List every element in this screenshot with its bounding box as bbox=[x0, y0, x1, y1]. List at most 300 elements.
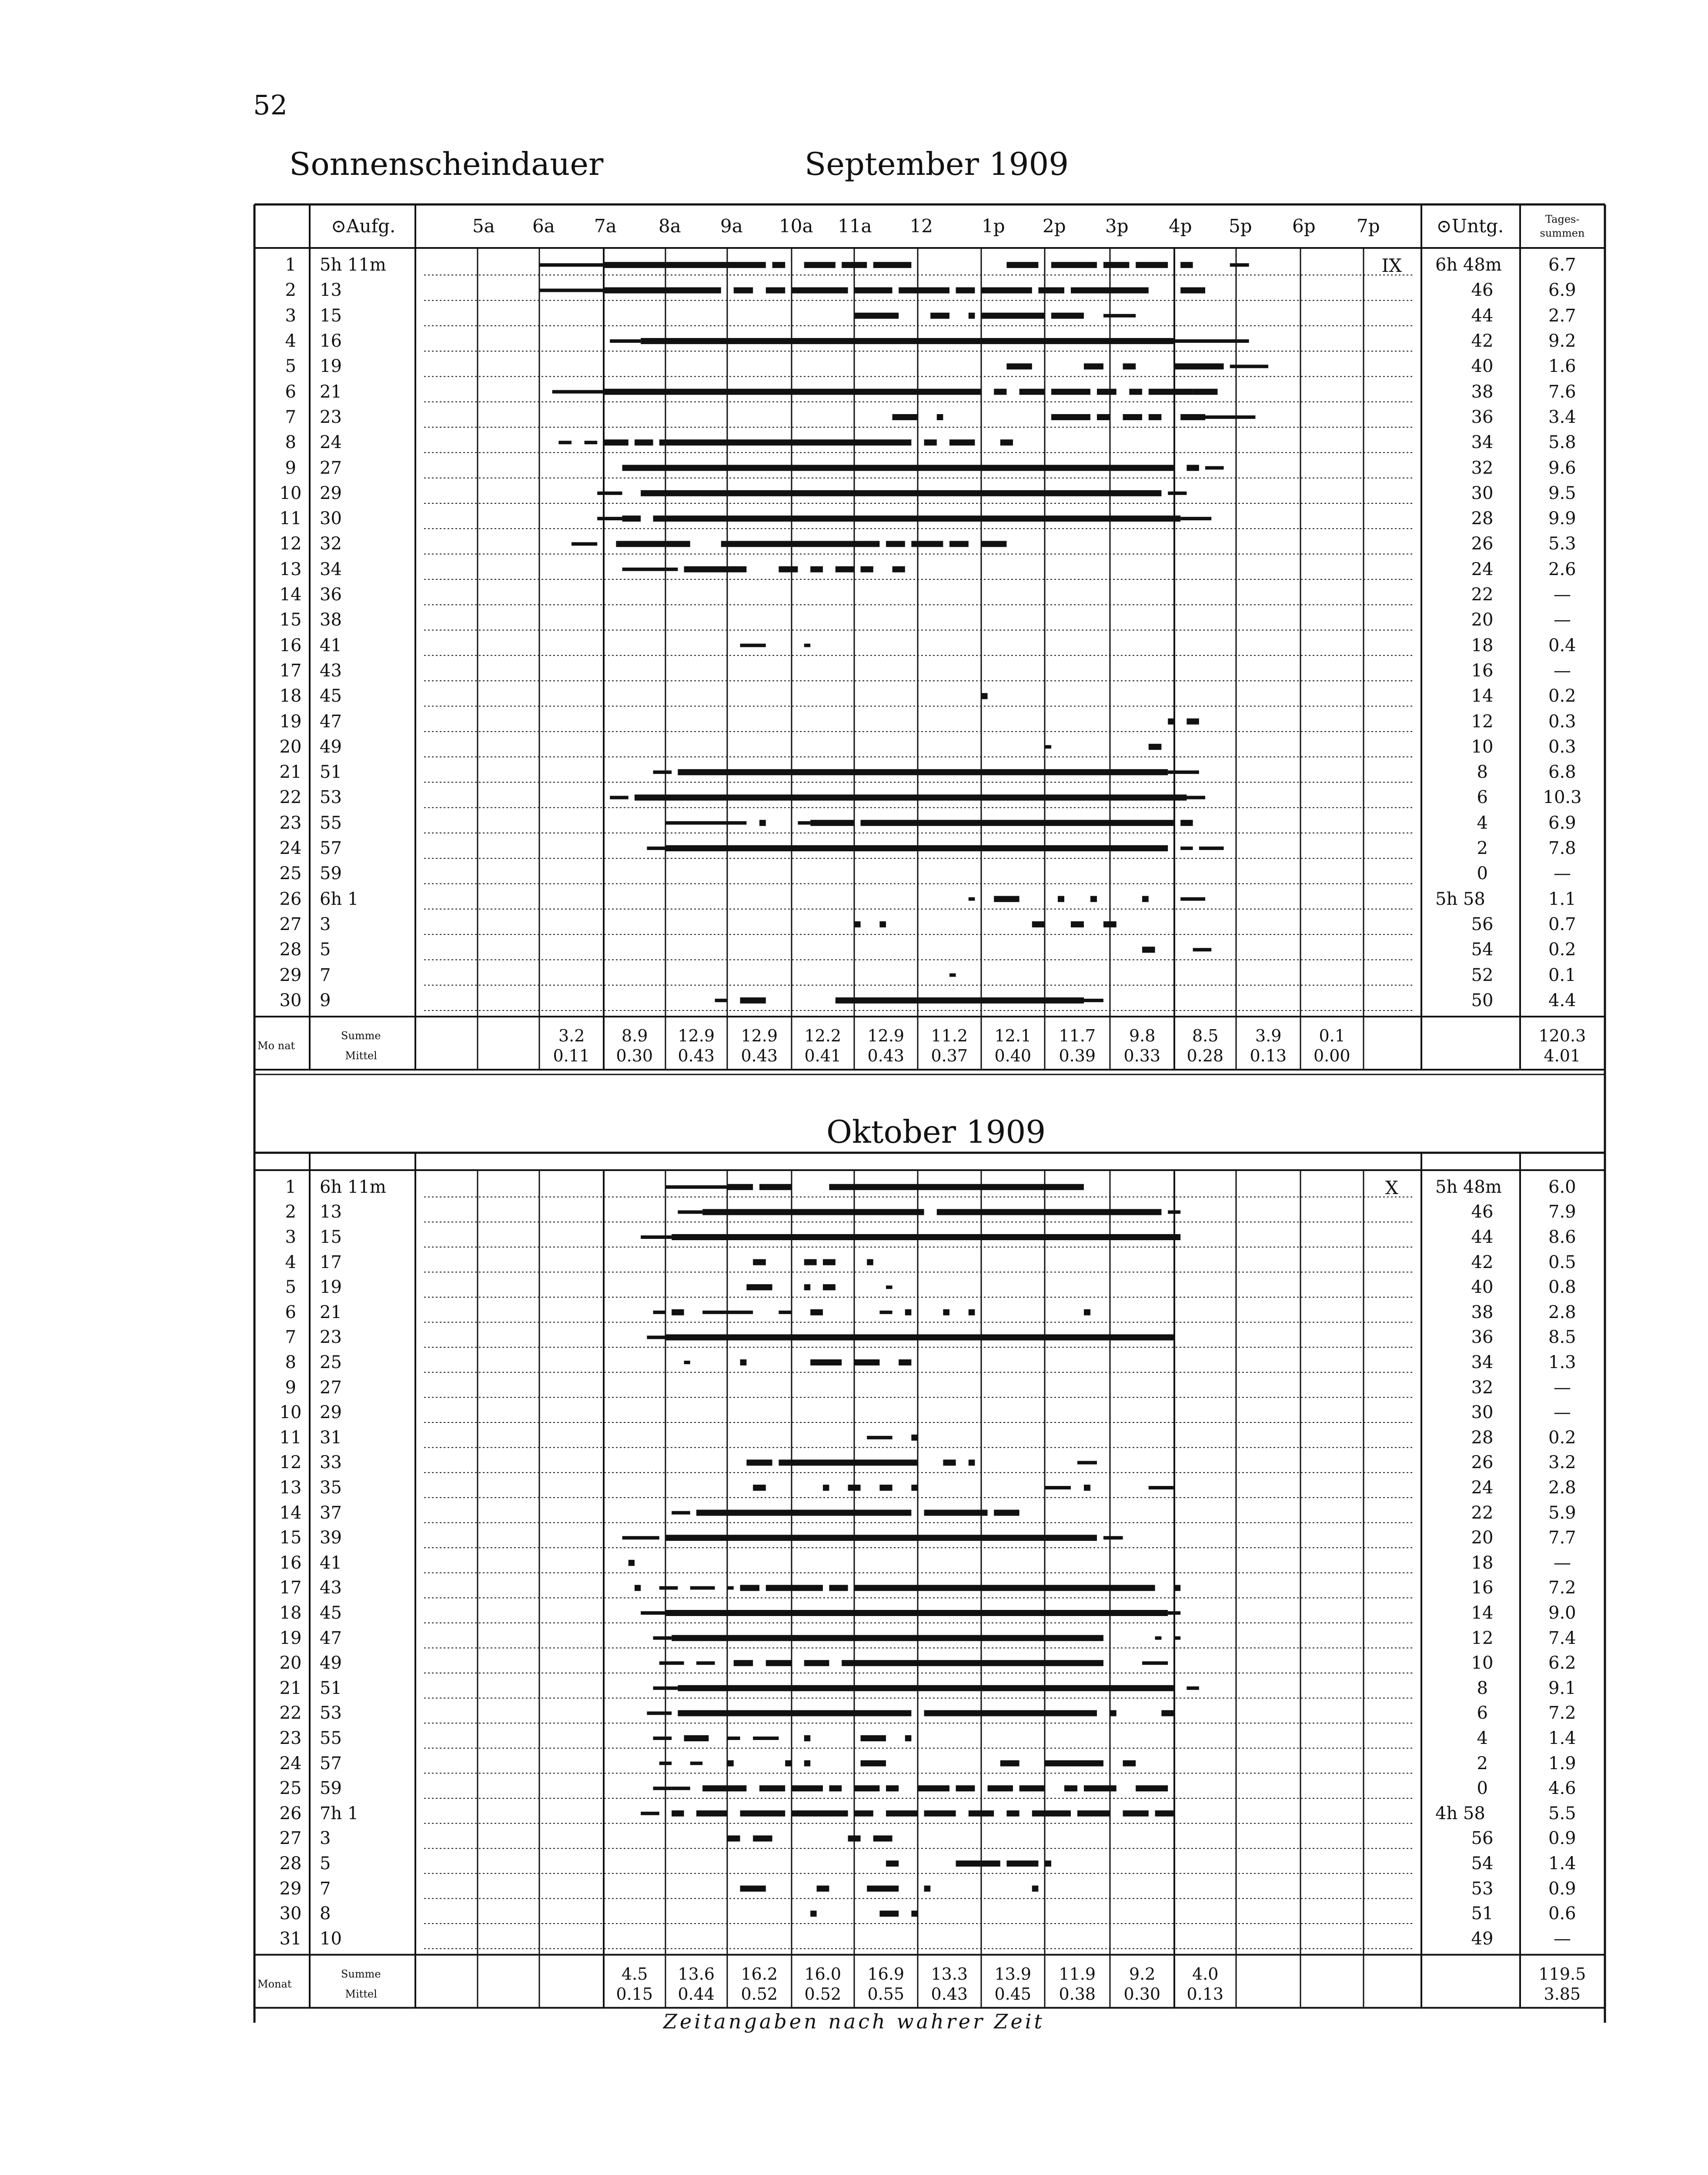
oktober-sunshine-trace bbox=[665, 1334, 1174, 1340]
oktober-sunset: 0 bbox=[1477, 1778, 1488, 1799]
september-sunrise: 7 bbox=[320, 965, 331, 985]
oktober-sunset: 2 bbox=[1477, 1753, 1488, 1773]
oktober-sunshine-trace bbox=[1174, 1585, 1180, 1591]
september-sunset: 42 bbox=[1471, 331, 1494, 351]
oktober-sunshine-trace bbox=[937, 1209, 1162, 1215]
september-daily-sum: 2.7 bbox=[1548, 305, 1576, 326]
september-sunset: 22 bbox=[1471, 585, 1494, 605]
oktober-sunshine-trace bbox=[924, 1710, 1097, 1716]
september-sunshine-trace bbox=[1084, 999, 1103, 1002]
september-sunshine-trace bbox=[1071, 287, 1149, 293]
oktober-day-number: 15 bbox=[279, 1528, 302, 1548]
oktober-day-number: 22 bbox=[279, 1703, 302, 1723]
september-sunshine-trace bbox=[1051, 414, 1090, 420]
september-sunshine-trace bbox=[1149, 744, 1162, 750]
oktober-sunshine-trace bbox=[854, 1359, 879, 1365]
september-sunrise: 51 bbox=[320, 762, 342, 783]
september-day-number: 17 bbox=[279, 660, 302, 681]
hour-header: 12 bbox=[909, 215, 933, 237]
oktober-sunshine-trace bbox=[792, 1785, 823, 1791]
september-sunshine-trace bbox=[1174, 363, 1224, 369]
oktober-sunshine-trace bbox=[829, 1184, 918, 1190]
oktober-sunshine-trace bbox=[1136, 1785, 1168, 1791]
september-hourly-mean: 0.11 bbox=[553, 1046, 590, 1065]
september-sunshine-trace bbox=[597, 517, 622, 520]
oktober-daily-sum: 0.5 bbox=[1548, 1252, 1576, 1272]
oktober-sunshine-trace bbox=[665, 1610, 1168, 1616]
oktober-sunset: 8 bbox=[1477, 1678, 1488, 1698]
oktober-sunshine-trace bbox=[647, 1711, 672, 1715]
hour-header: 5p bbox=[1229, 215, 1252, 237]
september-daily-sum: 6.9 bbox=[1548, 813, 1576, 833]
oktober-hourly-sum: 11.9 bbox=[1059, 1964, 1096, 1984]
oktober-sunset: 16 bbox=[1471, 1578, 1494, 1598]
oktober-sunshine-trace bbox=[628, 1560, 635, 1566]
september-mittel-label: Mittel bbox=[345, 1050, 377, 1062]
september-sunshine-trace bbox=[1051, 389, 1090, 395]
september-daily-sum: 3.4 bbox=[1548, 407, 1576, 427]
september-day-number: 16 bbox=[279, 635, 302, 656]
oktober-sunshine-trace bbox=[622, 1536, 659, 1539]
oktober-sunshine-trace bbox=[886, 1785, 899, 1791]
september-sunshine-trace bbox=[1205, 466, 1224, 470]
september-daily-sum: — bbox=[1554, 585, 1571, 605]
oktober-sunshine-trace bbox=[665, 1185, 727, 1189]
september-sunshine-trace bbox=[1051, 313, 1084, 319]
oktober-day-number: 13 bbox=[279, 1478, 302, 1498]
oktober-daily-sum: — bbox=[1554, 1928, 1571, 1949]
september-sunshine-trace bbox=[597, 492, 622, 495]
oktober-sunshine-trace bbox=[854, 1785, 879, 1791]
september-daily-sum: — bbox=[1554, 610, 1571, 630]
september-sunshine-trace bbox=[1123, 363, 1136, 369]
hour-header: 2p bbox=[1043, 215, 1066, 237]
oktober-sunshine-trace bbox=[684, 1361, 690, 1364]
september-sunshine-trace bbox=[836, 566, 854, 572]
oktober-sunshine-trace bbox=[823, 1485, 829, 1491]
oktober-daily-sum: 6.0 bbox=[1548, 1177, 1576, 1197]
september-daily-sum: 1.1 bbox=[1548, 889, 1576, 909]
oktober-daily-sum: — bbox=[1554, 1377, 1571, 1398]
oktober-day-number: 31 bbox=[279, 1928, 302, 1949]
oktober-day-number: 4 bbox=[285, 1252, 296, 1272]
oktober-hourly-mean: 0.38 bbox=[1059, 1984, 1096, 2004]
oktober-sunshine-trace bbox=[842, 1660, 1103, 1666]
september-sunshine-trace bbox=[1045, 745, 1051, 749]
september-day-number: 28 bbox=[279, 940, 302, 960]
september-sunshine-trace bbox=[678, 769, 1064, 775]
oktober-sunshine-trace bbox=[702, 1785, 746, 1791]
oktober-daily-sum: 7.4 bbox=[1548, 1628, 1576, 1648]
oktober-sunshine-trace bbox=[810, 1359, 842, 1365]
oktober-hourly-sum: 16.9 bbox=[867, 1964, 905, 1984]
oktober-sunshine-trace bbox=[804, 1760, 810, 1767]
oktober-sunrise: 39 bbox=[320, 1528, 342, 1548]
september-day-number: 5 bbox=[285, 356, 296, 377]
september-sunshine-trace bbox=[981, 313, 1045, 319]
september-sunshine-trace bbox=[539, 288, 604, 292]
oktober-sunshine-trace bbox=[753, 1737, 779, 1740]
september-daily-sum: 9.5 bbox=[1548, 483, 1576, 503]
september-sunshine-trace bbox=[810, 566, 823, 572]
oktober-sunshine-trace bbox=[924, 1810, 956, 1817]
september-day-number: 4 bbox=[285, 331, 296, 351]
oktober-sunshine-trace bbox=[1155, 1810, 1174, 1817]
september-sunshine-trace bbox=[610, 796, 628, 799]
oktober-daily-sum: 0.2 bbox=[1548, 1427, 1576, 1448]
oktober-hourly-sum: 13.3 bbox=[931, 1964, 968, 1984]
september-daily-sum: 0.3 bbox=[1548, 711, 1576, 732]
september-sunshine-trace bbox=[610, 339, 641, 343]
september-sunshine-trace bbox=[1032, 921, 1045, 927]
september-sunshine-trace bbox=[1051, 262, 1097, 268]
oktober-sunshine-trace bbox=[696, 1810, 727, 1817]
oktober-sunset: 10 bbox=[1471, 1653, 1494, 1673]
oktober-sunshine-trace bbox=[753, 1259, 766, 1265]
september-sunrise: 19 bbox=[320, 356, 342, 377]
september-sunshine-trace bbox=[558, 441, 572, 444]
september-sunshine-trace bbox=[641, 490, 1161, 496]
oktober-sunshine-trace bbox=[810, 1911, 816, 1917]
oktober-daily-sum: 4.6 bbox=[1548, 1778, 1576, 1799]
september-hourly-sum: 12.9 bbox=[678, 1026, 715, 1045]
oktober-sunshine-trace bbox=[1187, 1686, 1199, 1690]
september-sunshine-trace bbox=[604, 287, 721, 293]
september-day-number: 1 bbox=[285, 255, 296, 275]
oktober-sunshine-trace bbox=[702, 1311, 753, 1314]
oktober-sunshine-trace bbox=[943, 1309, 949, 1315]
oktober-daily-sum: 5.5 bbox=[1548, 1803, 1576, 1824]
september-sunshine-trace bbox=[1180, 897, 1205, 901]
september-sunset: 5h 58 bbox=[1435, 889, 1485, 909]
oktober-mittel-label: Mittel bbox=[345, 1988, 377, 2000]
september-sunset: 44 bbox=[1471, 305, 1494, 326]
oktober-sunshine-trace bbox=[924, 1510, 988, 1516]
oktober-sunset: 22 bbox=[1471, 1502, 1494, 1523]
oktober-sunset: 32 bbox=[1471, 1377, 1494, 1398]
september-sunshine-trace bbox=[899, 287, 949, 293]
september-sunshine-trace bbox=[1129, 389, 1142, 395]
september-daily-sum: 0.3 bbox=[1548, 736, 1576, 757]
oktober-sunset: 12 bbox=[1471, 1628, 1494, 1648]
september-sunshine-trace bbox=[759, 820, 766, 826]
oktober-daily-sum: 6.2 bbox=[1548, 1653, 1576, 1673]
september-sunshine-trace bbox=[659, 439, 912, 445]
september-hourly-sum: 12.2 bbox=[804, 1026, 842, 1045]
september-day-number: 21 bbox=[279, 762, 302, 783]
oktober-sunset: 40 bbox=[1471, 1277, 1494, 1298]
september-sunshine-trace bbox=[981, 541, 1006, 547]
oktober-sunshine-trace bbox=[804, 1735, 810, 1741]
september-sunshine-trace bbox=[1136, 262, 1168, 268]
september-sunshine-trace bbox=[1123, 414, 1142, 420]
september-sunrise: 59 bbox=[320, 863, 342, 884]
oktober-summe-label: Summe bbox=[341, 1968, 381, 1980]
september-sunshine-trace bbox=[1103, 921, 1116, 927]
oktober-sunrise: 37 bbox=[320, 1502, 342, 1523]
oktober-sunshine-trace bbox=[1084, 1309, 1090, 1315]
september-hourly-sum: 12.1 bbox=[994, 1026, 1032, 1045]
september-sunshine-trace bbox=[804, 644, 810, 647]
oktober-sunrise: 59 bbox=[320, 1778, 342, 1799]
september-sunshine-trace bbox=[641, 338, 1174, 344]
page-number: 52 bbox=[253, 89, 287, 121]
hour-header: 1p bbox=[982, 215, 1005, 237]
oktober-sunshine-trace bbox=[1000, 1760, 1019, 1767]
september-sunshine-trace bbox=[1168, 770, 1199, 774]
oktober-sunshine-trace bbox=[854, 1810, 873, 1817]
oktober-sunshine-trace bbox=[727, 1184, 753, 1190]
oktober-sunshine-trace bbox=[905, 1735, 912, 1741]
september-sunshine-trace bbox=[622, 515, 641, 522]
oktober-hourly-sum: 13.9 bbox=[994, 1964, 1032, 1984]
oktober-sunshine-trace bbox=[641, 1812, 659, 1815]
september-hourly-mean: 0.00 bbox=[1314, 1046, 1350, 1065]
oktober-sunset: 18 bbox=[1471, 1553, 1494, 1573]
september-day-number: 14 bbox=[279, 585, 302, 605]
oktober-sunshine-trace bbox=[672, 1787, 690, 1790]
september-hourly-mean: 0.13 bbox=[1250, 1046, 1287, 1065]
oktober-daily-sum: 2.8 bbox=[1548, 1478, 1576, 1498]
september-daily-sum: — bbox=[1554, 863, 1571, 884]
september-sunset: 56 bbox=[1471, 914, 1494, 934]
oktober-sunshine-trace bbox=[879, 1485, 892, 1491]
september-sunset: 6h 48m bbox=[1435, 255, 1502, 275]
oktober-sunshine-trace bbox=[696, 1510, 911, 1516]
hour-header: 9a bbox=[720, 215, 743, 237]
oktober-sunshine-trace bbox=[1032, 1886, 1039, 1892]
oktober-sunrise: 6h 11m bbox=[320, 1177, 386, 1197]
oktober-sunshine-trace bbox=[653, 1737, 672, 1740]
oktober-sunshine-trace bbox=[1006, 1860, 1038, 1867]
september-sunrise: 36 bbox=[320, 585, 342, 605]
september-sunrise: 27 bbox=[320, 458, 342, 478]
oktober-sunrise: 23 bbox=[320, 1327, 342, 1348]
september-sunset: 12 bbox=[1471, 711, 1494, 732]
september-day-number: 27 bbox=[279, 914, 302, 934]
oktober-sunshine-trace bbox=[1168, 1611, 1180, 1615]
september-sunset: 2 bbox=[1477, 838, 1488, 859]
september-day-number: 19 bbox=[279, 711, 302, 732]
september-sunshine-trace bbox=[665, 821, 746, 825]
september-day-number: 2 bbox=[285, 280, 296, 301]
september-sunrise: 23 bbox=[320, 407, 342, 427]
oktober-sunshine-trace bbox=[804, 1660, 829, 1666]
september-sunshine-trace bbox=[949, 541, 969, 547]
hour-header: 7p bbox=[1357, 215, 1380, 237]
oktober-sunshine-trace bbox=[848, 1485, 861, 1491]
september-sunshine-trace bbox=[924, 439, 937, 445]
september-sunshine-trace bbox=[715, 999, 727, 1002]
oktober-sunshine-trace bbox=[1045, 1760, 1103, 1767]
september-day-number: 22 bbox=[279, 787, 302, 808]
oktober-sunshine-trace bbox=[1064, 1785, 1077, 1791]
oktober-sunshine-trace bbox=[1084, 1785, 1116, 1791]
oktober-sunshine-trace bbox=[659, 1661, 684, 1665]
hour-header: 7a bbox=[594, 215, 617, 237]
oktober-sunshine-trace bbox=[653, 1636, 672, 1640]
september-daily-sum: 7.8 bbox=[1548, 838, 1576, 859]
september-sunshine-trace bbox=[665, 845, 1168, 851]
september-sunshine-trace bbox=[1103, 262, 1129, 268]
september-sunshine-trace bbox=[969, 897, 975, 901]
september-sunshine-trace bbox=[622, 465, 1174, 471]
oktober-day-number: 23 bbox=[279, 1728, 302, 1748]
oktober-sunshine-trace bbox=[911, 1911, 918, 1917]
oktober-sunshine-trace bbox=[854, 1585, 1155, 1591]
oktober-sunshine-trace bbox=[911, 1485, 918, 1491]
oktober-sunshine-trace bbox=[943, 1459, 956, 1466]
oktober-sunset: 4h 58 bbox=[1435, 1803, 1485, 1824]
september-sunset: 28 bbox=[1471, 509, 1494, 529]
oktober-daily-sum: 7.9 bbox=[1548, 1202, 1576, 1222]
september-sunshine-trace bbox=[1000, 439, 1013, 445]
september-sunrise: 43 bbox=[320, 660, 342, 681]
oktober-day-number: 25 bbox=[279, 1778, 302, 1799]
oktober-sunshine-trace bbox=[672, 1810, 684, 1817]
september-month-numeral: IX bbox=[1381, 255, 1402, 277]
oktober-sunshine-trace bbox=[886, 1860, 899, 1867]
oktober-hourly-mean: 0.45 bbox=[994, 1984, 1032, 2004]
september-day-number: 9 bbox=[285, 458, 296, 478]
september-sunshine-trace bbox=[734, 287, 753, 293]
september-hourly-mean: 0.41 bbox=[804, 1046, 842, 1065]
september-hourly-mean: 0.43 bbox=[741, 1046, 778, 1065]
oktober-sunshine-trace bbox=[766, 1585, 823, 1591]
september-sunrise: 21 bbox=[320, 381, 342, 402]
september-hourly-sum: 11.7 bbox=[1059, 1026, 1096, 1045]
september-hourly-mean: 0.28 bbox=[1187, 1046, 1224, 1065]
september-day-number: 29 bbox=[279, 965, 302, 985]
oktober-sunshine-trace bbox=[690, 1586, 715, 1589]
oktober-sunshine-trace bbox=[1110, 1710, 1116, 1716]
oktober-sunshine-trace bbox=[753, 1485, 766, 1491]
oktober-sunshine-trace bbox=[740, 1886, 766, 1892]
oktober-sunshine-trace bbox=[873, 1835, 892, 1841]
september-sunshine-trace bbox=[861, 820, 1174, 826]
september-sunshine-trace bbox=[930, 313, 949, 319]
oktober-sunshine-trace bbox=[678, 1685, 1174, 1691]
oktober-sunshine-trace bbox=[702, 1209, 924, 1215]
september-sunshine-trace bbox=[1084, 363, 1103, 369]
oktober-sunrise: 57 bbox=[320, 1753, 342, 1773]
september-sunset: 34 bbox=[1471, 432, 1494, 453]
september-hourly-mean: 0.43 bbox=[867, 1046, 905, 1065]
september-sunshine-trace bbox=[1071, 921, 1084, 927]
oktober-sunshine-trace bbox=[672, 1309, 684, 1315]
oktober-sunrise: 41 bbox=[320, 1553, 342, 1573]
september-sunset: 16 bbox=[1471, 660, 1494, 681]
oktober-sunrise: 29 bbox=[320, 1402, 342, 1423]
oktober-sunshine-trace bbox=[690, 1762, 702, 1765]
oktober-sunshine-trace bbox=[653, 1787, 672, 1790]
september-sunshine-trace bbox=[1193, 948, 1212, 951]
oktober-sunrise: 10 bbox=[320, 1928, 342, 1949]
oktober-sunshine-trace bbox=[740, 1359, 747, 1365]
september-day-number: 7 bbox=[285, 407, 296, 427]
september-sunshine-trace bbox=[1019, 389, 1045, 395]
oktober-sunshine-trace bbox=[905, 1309, 912, 1315]
oktober-sunshine-trace bbox=[659, 1586, 678, 1589]
september-sunshine-trace bbox=[1038, 287, 1064, 293]
oktober-sunshine-trace bbox=[684, 1735, 709, 1741]
september-sunset: 6 bbox=[1477, 787, 1488, 808]
september-hourly-sum: 12.9 bbox=[741, 1026, 778, 1045]
september-hourly-sum: 9.8 bbox=[1129, 1026, 1156, 1045]
september-sunshine-trace bbox=[616, 541, 690, 547]
september-sunshine-trace bbox=[810, 820, 854, 826]
oktober-sunshine-trace bbox=[792, 1810, 848, 1817]
oktober-sunshine-trace bbox=[647, 1335, 665, 1339]
oktober-sunshine-trace bbox=[988, 1785, 1013, 1791]
hour-header: 8a bbox=[658, 215, 681, 237]
oktober-sunrise: 33 bbox=[320, 1452, 342, 1473]
oktober-sunshine-trace bbox=[696, 1661, 715, 1665]
oktober-sunshine-trace bbox=[817, 1886, 829, 1892]
september-sunshine-trace bbox=[1064, 769, 1168, 775]
september-sunshine-trace bbox=[1230, 263, 1249, 267]
oktober-sunshine-trace bbox=[1103, 1536, 1123, 1539]
september-daily-sum: — bbox=[1554, 660, 1571, 681]
oktober-sunshine-trace bbox=[635, 1585, 641, 1591]
september-sunshine-trace bbox=[1006, 363, 1032, 369]
hour-header: 4p bbox=[1169, 215, 1192, 237]
september-sunshine-trace bbox=[911, 541, 943, 547]
oktober-daily-sum: 2.8 bbox=[1548, 1302, 1576, 1322]
oktober-sunshine-trace bbox=[848, 1835, 861, 1841]
september-sunshine-trace bbox=[937, 414, 943, 420]
september-sunshine-trace bbox=[879, 921, 886, 927]
september-sunshine-trace bbox=[1187, 719, 1199, 725]
hour-header: 6a bbox=[532, 215, 555, 237]
oktober-sunshine-trace bbox=[1123, 1810, 1149, 1817]
oktober-sunrise: 51 bbox=[320, 1678, 342, 1698]
september-sunrise: 55 bbox=[320, 813, 342, 833]
oktober-sunshine-trace bbox=[779, 1459, 918, 1466]
oktober-daily-sum: 8.5 bbox=[1548, 1327, 1576, 1348]
oktober-hourly-sum: 13.6 bbox=[678, 1964, 715, 1984]
september-daily-sum: 9.6 bbox=[1548, 458, 1576, 478]
september-sunshine-trace bbox=[622, 568, 678, 571]
september-sunshine-trace bbox=[861, 566, 873, 572]
september-sunshine-trace bbox=[779, 566, 798, 572]
september-sunshine-trace bbox=[653, 770, 672, 774]
oktober-sunset: 44 bbox=[1471, 1227, 1494, 1247]
oktober-sunshine-trace bbox=[1161, 1710, 1174, 1716]
oktober-sunshine-trace bbox=[678, 1210, 702, 1214]
oktober-sunrise: 3 bbox=[320, 1828, 331, 1849]
oktober-sunshine-trace bbox=[823, 1259, 836, 1265]
september-sunrise: 13 bbox=[320, 280, 342, 301]
september-sunshine-trace bbox=[1193, 389, 1218, 395]
oktober-sunrise: 21 bbox=[320, 1302, 342, 1322]
september-sunshine-trace bbox=[836, 997, 1084, 1004]
september-sunrise: 3 bbox=[320, 914, 331, 934]
oktober-sunset: 4 bbox=[1477, 1728, 1488, 1748]
september-sunshine-trace bbox=[1187, 796, 1205, 799]
september-day-number: 11 bbox=[279, 509, 302, 529]
oktober-daily-sum: 7.2 bbox=[1548, 1703, 1576, 1723]
september-sunshine-trace bbox=[873, 262, 912, 268]
oktober-sunshine-trace bbox=[810, 1309, 823, 1315]
september-total-sum: 120.3 bbox=[1538, 1026, 1586, 1045]
september-day-number: 26 bbox=[279, 889, 302, 909]
oktober-daily-sum: — bbox=[1554, 1402, 1571, 1423]
september-sunshine-trace bbox=[585, 441, 598, 444]
oktober-daily-sum: 3.2 bbox=[1548, 1452, 1576, 1473]
oktober-sunshine-trace bbox=[678, 1710, 911, 1716]
oktober-sunrise: 25 bbox=[320, 1352, 342, 1372]
